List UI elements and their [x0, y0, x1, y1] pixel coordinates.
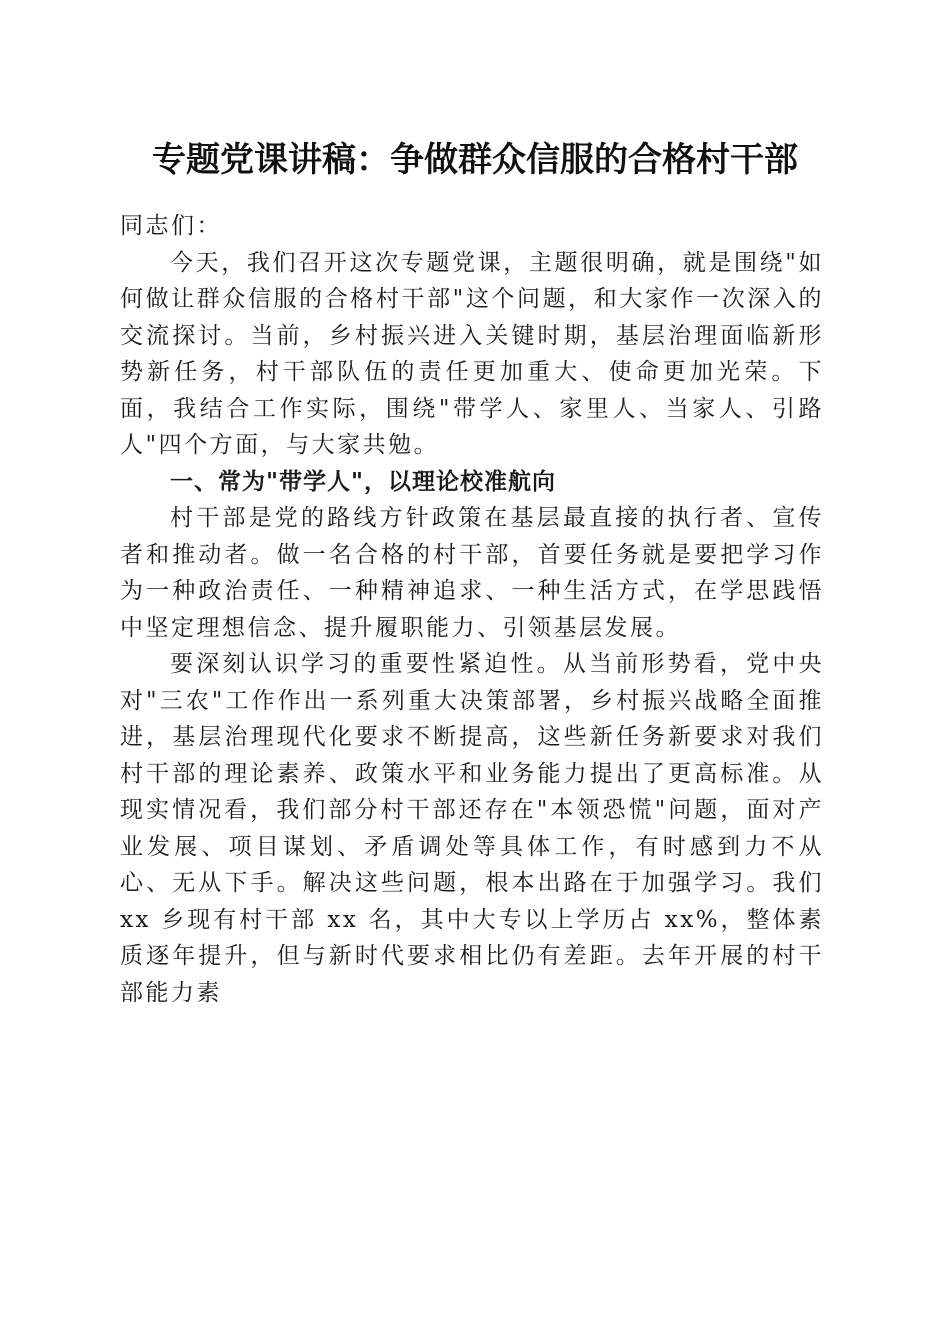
document-title: 专题党课讲稿：争做群众信服的合格村干部 [152, 140, 798, 180]
document-body [120, 208, 824, 1011]
paragraph-section1-body: 要深刻认识学习的重要性紧迫性。从当前形势看，党中央对"三农"工作作出一系列重大决策部署，乡村振兴战略全面推进，基层治理现代化要求不断提高，这些新任务新要求对我们村干部的理论素养、政策水平和业务能力提出了更高标准。从现实情况看，我们部分村干部还存在"本领恐慌"问题，面对产业发展、项目谋划、矛盾调处等具体工作，有时感到力不从心、无从下手。解决这些问题，根本出路在于加强学习。我们 xx 乡现有村干部 xx 名，其中大专以上学历占 xx%，整体素质逐年提升，但与新时代要求相比仍有差距。去年开展的村干部能力素 [120, 651, 824, 1006]
paragraph-section1-intro: 村干部是党的路线方针政策在基层最直接的执行者、宣传者和推动者。做一名合格的村干部，首要任务就是要把学习作为一种政治责任、一种精神追求、一种生活方式，在学思践悟中坚定理想信念、提升履职能力、引领基层发展。 [120, 505, 824, 641]
salutation: 同志们： [120, 213, 222, 239]
section-heading-1: 一、常为"带学人"，以理论校准航向 [170, 468, 556, 495]
paragraph-intro: 今天，我们召开这次专题党课，主题很明确，就是围绕"如何做让群众信服的合格村干部"这个问题，和大家作一次深入的交流探讨。当前，乡村振兴进入关键时期，基层治理面临新形势新任务，村干部队伍的责任更加重大、使命更加光荣。下面，我结合工作实际，围绕"带学人、家里人、当家人、引路人"四个方面，与大家共勉。 [120, 249, 824, 458]
